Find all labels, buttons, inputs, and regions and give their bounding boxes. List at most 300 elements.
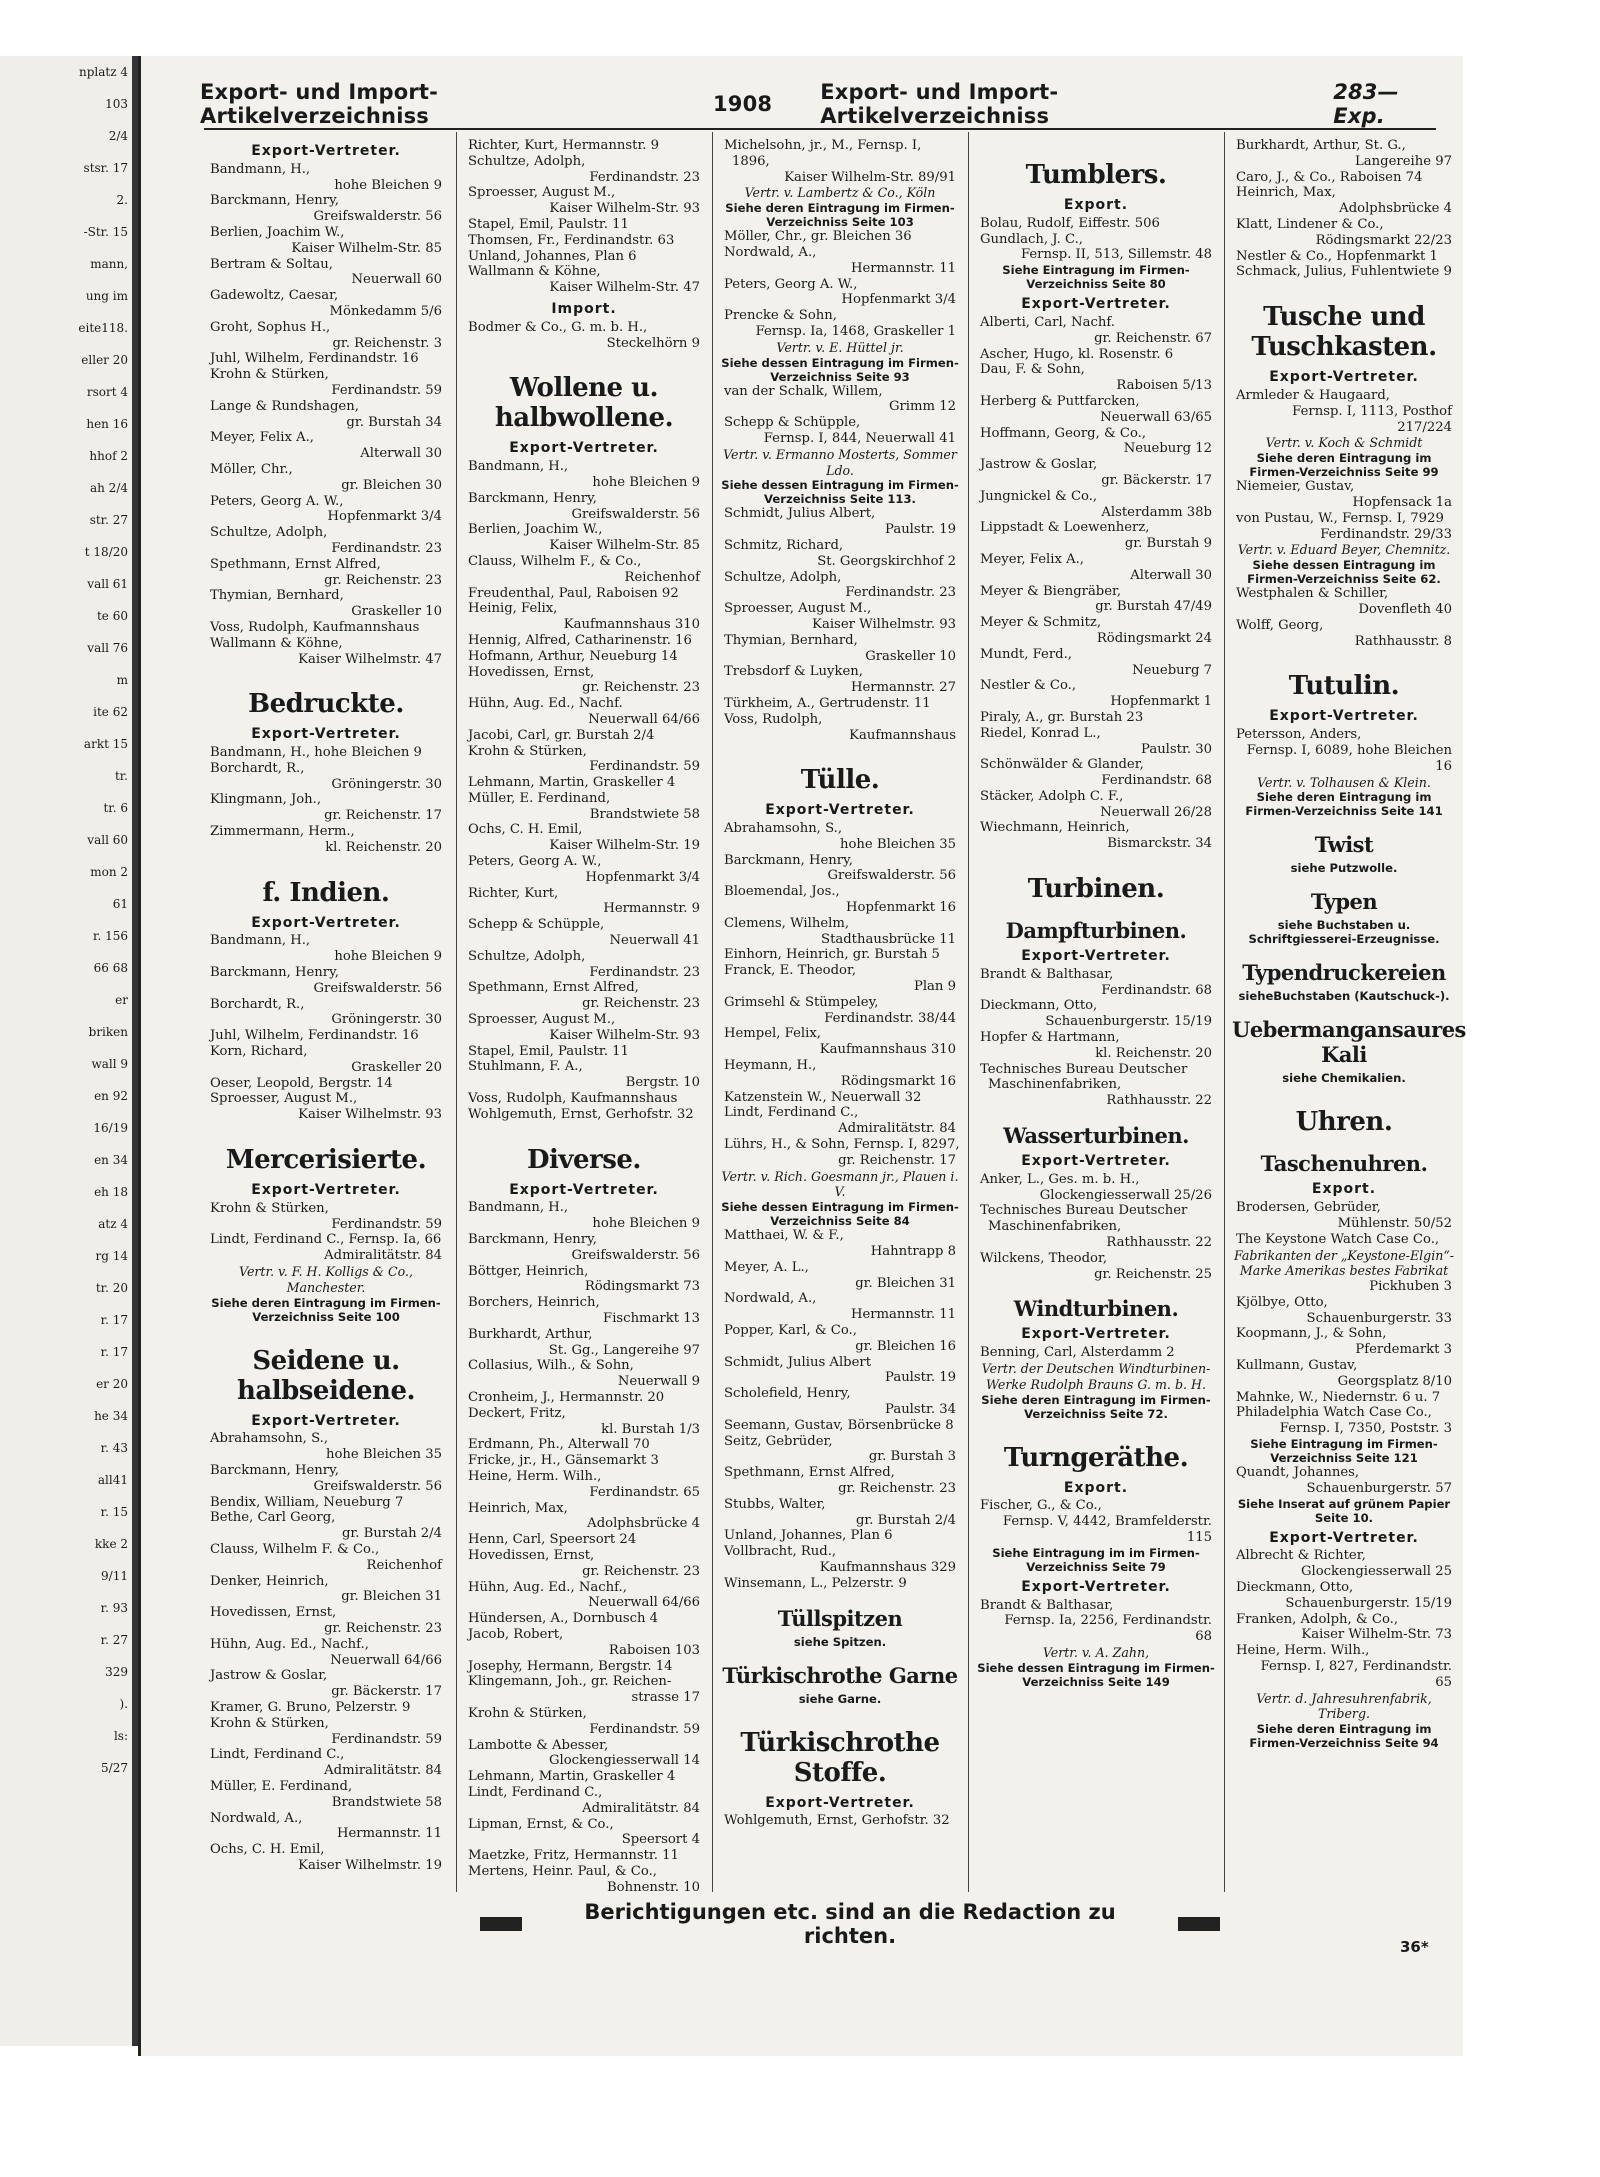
cross-reference-note: Siehe deren Eintragung im Firmen-Verzeichniss Seite 99 [1249,451,1439,480]
entry-address: Bohnenstr. 10 [606,1879,700,1895]
directory-entry [976,584,1216,616]
margin-fragment: rg 14 [95,1249,128,1263]
directory-entry [464,1232,704,1264]
entry-address: Mühlenstr. 50/52 [1337,1215,1452,1231]
entry-name: Krohn & Stürken, [210,1200,329,1216]
subsection-heading: Export-Vertreter. [251,914,401,931]
directory-entry [206,1842,446,1874]
entry-address: Speersort 4 [621,1832,700,1848]
category-heading: Tusche und Tuschkasten. [1251,302,1437,363]
column-5 [1232,138,1466,1878]
directory-entry [464,491,704,523]
subsection-heading: Export-Vertreter. [765,1794,915,1811]
margin-fragment: 5/27 [101,1761,128,1775]
entry-name: Heinig, Felix, [468,601,558,617]
entry-name: Spethmann, Ernst Alfred, [468,980,639,996]
directory-entry [464,154,704,186]
entry-name: Sproesser, August M., [724,601,872,617]
entry-name: Wiechmann, Heinrich, [980,820,1130,836]
entry-name: Denker, Heinrich, [210,1573,329,1589]
margin-fragment: rsort 4 [86,385,128,399]
entry-name: Wallmann & Köhne, [468,264,601,280]
entry-address: Rödingsmarkt 24 [1096,630,1212,646]
directory-entry [206,1668,446,1700]
entry-name: Kjölbye, Otto, [1236,1294,1328,1310]
entry-address: Admiralitätstr. 84 [324,1248,442,1264]
entry-name: Kullmann, Gustav, [1236,1358,1358,1374]
directory-entry [464,744,704,776]
entry-address: Graskeller 10 [865,648,956,664]
directory-entry [464,1200,704,1232]
directory-entry [720,633,960,665]
directory-entry [1232,170,1456,186]
directory-entry [464,980,704,1012]
entry-address: Kaiser Wilhelm-Str. 19 [549,838,700,854]
entry-name: Groht, Sophus H., [210,319,331,335]
subsection-heading: Export-Vertreter. [1021,1578,1171,1595]
cross-reference-note: Siehe dessen Eintragung im Firmen-Verzeichniss Seite 149 [977,1660,1215,1689]
directory-entry [1232,388,1456,435]
directory-entry [464,1627,704,1659]
entry-address: Kaiser Wilhelmstr. 93 [298,1107,442,1123]
entry-address: Greifswalderstr. 56 [571,1247,700,1263]
entry-address: Neuerwall 64/66 [330,1652,442,1668]
directory-entry [206,462,446,494]
directory-entry [720,1228,960,1260]
directory-entry [464,1264,704,1296]
header-page-number: 283—Exp. [1333,80,1399,128]
entry-address: Georgsplatz 8/10 [1337,1373,1452,1389]
entry-name: Juhl, Wilhelm, Ferdinandstr. 16 [210,1028,419,1044]
directory-entry [1232,1612,1456,1644]
entry-name: Thomsen, Fr., Ferdinandstr. 63 [468,232,675,248]
directory-entry [1232,1548,1456,1580]
entry-address: Kaiser Wilhelm-Str. 47 [549,280,700,296]
directory-entry [720,664,960,696]
entry-name: Scholefield, Henry, [724,1386,851,1402]
entry-name: Caro, J., & Co., Raboisen 74 [1236,169,1423,185]
entry-address: Paulstr. 19 [885,1370,956,1386]
category-heading: Türkischrothe Stoffe. [740,1727,940,1788]
entry-name: Klatt, Lindener & Co., [1236,216,1384,232]
entry-address: Dovenfleth 40 [1358,601,1452,617]
margin-fragment: r. 17 [100,1313,128,1327]
margin-fragment: r. 17 [100,1345,128,1359]
entry-name: Brandt & Balthasar, [980,1597,1114,1613]
directory-entry [206,1028,446,1044]
entry-name: Technisches Bureau Deutscher Maschinenfabriken, [980,1203,1188,1235]
entry-name: Mertens, Heinr. Paul, & Co., [468,1863,657,1879]
entry-address: gr. Reichenstr. 23 [324,1620,442,1636]
directory-entry [1232,479,1456,511]
margin-fragment: eite118. [78,321,128,335]
directory-entry [464,854,704,886]
directory-entry [976,1251,1216,1283]
entry-address: Ferdinandstr. 59 [589,759,700,775]
entry-address: gr. Burstah 47/49 [1095,599,1212,615]
margin-fragment: er [115,993,128,1007]
category-heading: Typendruckereien [1242,960,1446,986]
directory-entry [976,394,1216,426]
entry-name: Peters, Georg A. W., [724,276,858,292]
entry-address: Ferdinandstr. 23 [331,540,442,556]
entry-name: Trebsdorf & Luyken, [724,664,863,680]
entry-address: gr. Reichenstr. 23 [582,996,700,1012]
directory-entry [1232,264,1456,280]
entry-name: Josephy, Hermann, Bergstr. 14 [468,1658,673,1674]
directory-entry [720,1528,960,1544]
entry-address: Ferdinandstr. 23 [589,964,700,980]
entry-name: Unland, Johannes, Plan 6 [724,1528,893,1544]
entry-name: Bandmann, H., [468,1200,569,1216]
directory-entry [720,1291,960,1323]
directory-entry [206,399,446,431]
entry-name: Schultze, Adolph, [210,525,328,541]
directory-entry [976,615,1216,647]
directory-entry [976,678,1216,710]
entry-name: Piraly, A., gr. Burstah 23 [980,709,1144,725]
margin-fragment: m [116,673,128,687]
margin-fragment: mann, [90,257,128,271]
entry-address: Brandstwiete 58 [331,1794,442,1810]
entry-address: Glockengiesserwall 25 [1300,1564,1452,1580]
entry-address: Schauenburgerstr. 33 [1306,1310,1452,1326]
directory-entry [1232,1390,1456,1406]
entry-address: Rathhausstr. 22 [1106,1235,1212,1251]
directory-entry [720,1090,960,1106]
entry-name: Hempel, Felix, [724,1026,821,1042]
entry-address: gr. Reichenstr. 67 [1094,330,1212,346]
margin-fragment: tr. 6 [103,801,128,815]
cross-reference-note: Siehe dessen Eintragung im Firmen-Verzeichniss Seite 84 [721,1200,959,1229]
entry-address: gr. Reichenstr. 23 [582,1563,700,1579]
margin-fragment: vall 76 [87,641,128,655]
entry-name: Möller, Chr., [210,461,293,477]
entry-name: Stäcker, Adolph C. F., [980,788,1124,804]
subsection-heading: Export-Vertreter. [251,726,401,743]
entry-name: Einhorn, Heinrich, gr. Burstah 5 [724,947,940,963]
entry-name: Lührs, H., & Sohn, Fernsp. I, 8297, [724,1137,960,1153]
entry-name: Hovedissen, Ernst, [210,1605,337,1621]
margin-fragment: 16/19 [93,1121,128,1135]
entry-name: Krohn & Stürken, [468,1705,587,1721]
entry-name: Katzenstein W., Neuerwall 32 [724,1089,922,1105]
directory-entry [464,649,704,665]
directory-entry [464,1327,704,1359]
entry-name: van der Schalk, Willem, [724,383,883,399]
entry-address: Brandstwiete 58 [589,806,700,822]
cross-reference-note: siehe Putzwolle. [1290,861,1398,876]
entry-address: Raboisen 103 [608,1642,700,1658]
entry-name: Wohlgemuth, Ernst, Gerhofstr. 32 [468,1106,694,1122]
directory-entry [976,647,1216,679]
directory-entry [720,229,960,245]
directory-entry [206,1091,446,1123]
directory-entry [206,636,446,668]
entry-name: Herberg & Puttfarcken, [980,393,1140,409]
entry-name: Hündersen, A., Dornbusch 4 [468,1611,659,1627]
directory-entry [976,216,1216,232]
directory-entry [464,1044,704,1060]
entry-name: Schultze, Adolph, [468,153,586,169]
entry-name: Möller, Chr., gr. Bleichen 36 [724,229,912,245]
directory-entry [464,1437,704,1453]
directory-entry [206,1463,446,1495]
header-rule [204,128,1436,130]
entry-name: Bandmann, H., [210,933,311,949]
cross-reference-note: siehe Chemikalien. [1282,1071,1406,1086]
entry-name: Clemens, Wilhelm, [724,915,850,931]
entry-address: Neuerwall 26/28 [1100,804,1212,820]
entry-address: Neuerwall 63/65 [1100,409,1212,425]
running-header [200,80,1450,128]
entry-address: Alsterdamm 38b [1101,504,1212,520]
entry-name: Jacob, Robert, [468,1626,564,1642]
entry-name: Voss, Rudolph, Kaufmannshaus [210,619,420,635]
directory-entry [720,884,960,916]
entry-address: Hopfenmarkt 1 [1110,694,1212,710]
directory-entry [464,1532,704,1548]
directory-entry [1232,1326,1456,1358]
representative-note: Vertr. v. F. H. Kolligs & Co., Manchester. [239,1264,413,1295]
entry-address: gr. Bäckerstr. 17 [1101,472,1212,488]
directory-entry [720,821,960,853]
directory-entry [464,1706,704,1738]
entry-name: Peters, Georg A. W., [210,493,344,509]
directory-entry [464,320,704,352]
entry-name: Prencke & Sohn, [724,308,837,324]
entry-address: Alterwall 30 [1130,567,1212,583]
entry-name: Schmitz, Richard, [724,537,844,553]
directory-entry [1232,138,1456,170]
directory-entry [720,1418,960,1434]
entry-address: gr. Reichenstr. 23 [324,572,442,588]
entry-address: Neuerwall 60 [351,272,442,288]
entry-name: Popper, Karl, & Co., [724,1323,857,1338]
directory-entry [720,712,960,744]
entry-name: Bethe, Carl Georg, [210,1510,336,1526]
entry-address: Fernsp. I, 7350, Poststr. 3 [1279,1421,1452,1437]
directory-entry [976,1345,1216,1361]
entry-address: Kaiser Wilhelm-Str. 73 [1301,1627,1452,1643]
entry-address: Hopfenmarkt 3/4 [841,292,956,308]
entry-address: Admiralitätstr. 84 [582,1800,700,1816]
margin-fragment: ung im [85,289,128,303]
entry-address: Fernsp. Ia, 1468, Graskeller 1 [755,323,956,339]
entry-address: hohe Bleichen 9 [334,949,442,965]
entry-name: Matthaei, W. & F., [724,1228,844,1244]
category-heading: Türkischrothe Garne [722,1662,958,1688]
category-heading: Mercerisierte. [225,1145,427,1176]
directory-entry [1232,1465,1456,1497]
category-heading: Wollene u. halbwollene. [494,373,674,434]
entry-address: Neuerwall 9 [617,1374,700,1390]
entry-address: Fernsp. I, 6089, hohe Bleichen 16 [1246,742,1452,774]
directory-entry [976,726,1216,758]
directory-entry [1232,1232,1456,1248]
entry-address: Grimm 12 [888,399,956,415]
directory-entry [720,1813,960,1829]
entry-address: Paulstr. 30 [1141,741,1212,757]
directory-entry [206,193,446,225]
column-4 [976,138,1216,1878]
cross-reference-note: siehe Garne. [798,1691,882,1706]
directory-entry [976,457,1216,489]
entry-address: Schauenburgerstr. 15/19 [1285,1595,1452,1611]
cross-reference-note: Siehe Inserat auf grünem Papier Seite 10. [1237,1496,1451,1525]
margin-fragment: all41 [97,1473,128,1487]
entry-address: Hahntrapp 8 [870,1244,956,1260]
entry-name: Schmack, Julius, Fuhlentwiete 9 [1236,264,1452,280]
sheet-number: 36* [1400,1938,1429,1956]
margin-fragment: nplatz 4 [79,65,128,79]
entry-name: Sproesser, August M., [468,1012,616,1028]
directory-entry [464,1012,704,1044]
directory-entry [206,745,446,761]
entry-address: Kaiser Wilhelm-Str. 93 [549,201,700,217]
directory-entry [976,1598,1216,1645]
directory-entry [1232,1200,1456,1232]
cross-reference-note: siehe Buchstaben u. Schriftgiesserei-Erzeugnisse. [1248,918,1440,947]
entry-address: kl. Reichenstr. 20 [1095,1045,1212,1061]
cross-reference-note: Siehe dessen Eintragung im Firmen-Verzeichniss Seite 62. [1247,558,1441,587]
entry-name: Berlien, Joachim W., [210,224,345,240]
entry-name: Riedel, Konrad L., [980,725,1101,741]
directory-entry [464,586,704,602]
entry-name: Schultze, Adolph, [724,569,842,585]
entry-name: Krohn & Stürken, [210,1715,329,1731]
representative-note: Vertr. der Deutschen Windturbinen-Werke Rudolph Brauns G. m. b. H. [981,1361,1211,1392]
representative-note: Vertr. v. Lambertz & Co., Köln [744,185,936,201]
entry-name: Niemeier, Gustav, [1236,479,1355,495]
directory-entry [464,1674,704,1706]
header-title-left: Export- und Import-Artikelverzeichniss [200,80,439,128]
directory-entry [464,1295,704,1327]
directory-entry [1232,249,1456,265]
entry-name: Seemann, Gustav, Börsenbrücke 8 [724,1417,954,1433]
directory-entry [464,1453,704,1469]
directory-entry [464,1501,704,1533]
entry-name: Borchardt, R., [210,996,305,1012]
directory-entry [720,506,960,538]
entry-name: Mundt, Ferd., [980,646,1072,662]
cross-reference-note: Siehe Eintragung im im Firmen-Verzeichniss Seite 79 [992,1545,1200,1574]
directory-entry [206,1044,446,1076]
directory-entry [976,757,1216,789]
entry-address: Glockengiesserwall 25/26 [1039,1187,1212,1203]
entry-name: Clauss, Wilhelm F. & Co., [210,1541,380,1557]
entry-address: Rathhausstr. 8 [1354,633,1452,649]
entry-address: gr. Burstah 34 [346,414,442,430]
category-heading: Twist [1314,832,1374,858]
entry-address: gr. Reichenstr. 23 [582,680,700,696]
margin-fragment: 103 [105,97,128,111]
entry-name: Albrecht & Richter, [1236,1548,1366,1564]
entry-name: Benning, Carl, Alsterdamm 2 [980,1345,1175,1361]
entry-name: Erdmann, Ph., Alterwall 70 [468,1437,650,1453]
representative-note: Fabrikanten der „Keystone-Elgin“-Marke Amerikas bestes Fabrikat [1233,1247,1455,1279]
directory-entry [976,315,1216,347]
entry-address: Mönkedamm 5/6 [329,303,442,319]
directory-entry [1232,1643,1456,1690]
directory-entry [464,1059,704,1091]
entry-name: Borchardt, R., [210,760,305,776]
entry-address: Hopfenmarkt 16 [846,900,956,916]
entry-address: Kaufmannshaus 310 [819,1042,956,1058]
entry-name: Nestler & Co., [980,678,1077,694]
margin-fragment: t 18/20 [84,545,128,559]
representative-note: Vertr. v. Koch & Schmidt [1265,435,1423,451]
margin-fragment: 329 [105,1665,128,1679]
entry-name: Nordwald, A., [724,1291,817,1307]
entry-name: Anker, L., Ges. m. b. H., [980,1171,1140,1187]
entry-address: Schauenburgerstr. 57 [1306,1480,1452,1496]
directory-entry [464,1864,704,1896]
entry-address: gr. Burstah 3 [868,1449,956,1465]
category-heading: Dampfturbinen. [1005,918,1187,944]
entry-name: Wilckens, Theodor, [980,1250,1108,1266]
directory-entry [1232,511,1456,543]
margin-fragment: vall 60 [87,833,128,847]
entry-name: Kramer, G. Bruno, Pelzerstr. 9 [210,1699,411,1715]
margin-fragment: 2. [116,193,128,207]
entry-address: Neuerwall 64/66 [588,1595,700,1611]
representative-note: Vertr. v. A. Zahn, [1042,1644,1150,1660]
representative-note: Vertr. v. E. Hüttel jr. [776,339,904,355]
entry-address: Adolphsbrücke 4 [587,1516,700,1532]
directory-entry [206,761,446,793]
margin-fragment: r. 15 [100,1505,128,1519]
entry-name: Jastrow & Goslar, [980,457,1098,473]
directory-entry [720,995,960,1027]
entry-name: Jacobi, Carl, gr. Burstah 2/4 [468,727,655,743]
entry-address: Rödingsmarkt 22/23 [1315,232,1452,248]
entry-address: Ferdinandstr. 68 [1101,982,1212,998]
directory-entry [720,308,960,340]
entry-address: Greifswalderstr. 56 [313,209,442,225]
entry-name: Jungnickel & Co., [980,488,1098,504]
directory-entry [206,1716,446,1748]
entry-name: Meyer, Felix A., [980,551,1085,567]
entry-name: Burkhardt, Arthur, [468,1326,593,1342]
entry-name: Korn, Richard, [210,1044,308,1060]
entry-address: Ferdinandstr. 23 [845,585,956,601]
footer-notice [480,1900,1220,1948]
margin-fragment: er 20 [96,1377,128,1391]
cross-reference-note: Siehe Eintragung im Firmen-Verzeichniss Seite 121 [1250,1437,1438,1466]
entry-address: Ferdinandstr. 59 [589,1721,700,1737]
entry-address: Alterwall 30 [360,446,442,462]
entry-name: Bloemendal, Jos., [724,884,840,900]
entry-name: Stuhlmann, F. A., [468,1059,583,1075]
entry-name: Klingemann, Joh., gr. Reichen- [468,1674,672,1690]
entry-name: Barckmann, Henry, [468,1232,597,1248]
directory-entry [976,820,1216,852]
entry-address: gr. Bleichen 31 [341,1589,442,1605]
entry-name: Lange & Rundshagen, [210,398,359,414]
cross-reference-note: sieheBuchstaben (Kautschuck-). [1238,989,1450,1004]
margin-fragment: te 60 [96,609,128,623]
directory-entry [206,1637,446,1669]
entry-name: Nordwald, A., [724,244,817,260]
subsection-heading: Export-Vertreter. [1021,948,1171,965]
entry-name: Thymian, Bernhard, [210,588,344,604]
entry-address: Neueburg 12 [1123,441,1212,457]
margin-fragment: 2/4 [108,129,128,143]
entry-name: Quandt, Johannes, [1236,1465,1360,1481]
entry-name: Bandmann, H., [210,161,311,177]
entry-name: Franken, Adolph, & Co., [1236,1611,1399,1627]
